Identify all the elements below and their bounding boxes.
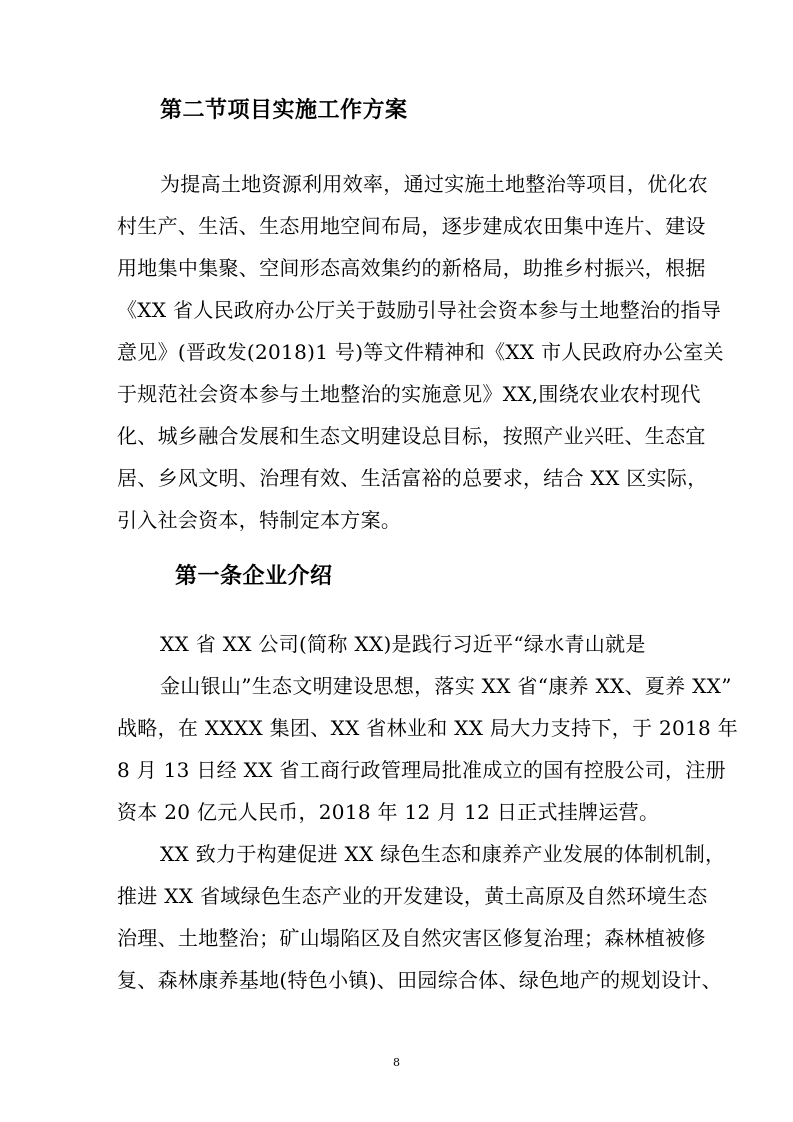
intro-line: 意见》(晋政发(2018)1 号)等文件精神和《XX 市人民政府办公室关 bbox=[117, 340, 724, 364]
company-line: 战略，在 XXXX 集团、XX 省林业和 XX 局大力支持下，于 2018 年 bbox=[117, 716, 739, 740]
intro-line: 村生产、生活、生态用地空间布局，逐步建成农田集中连片、建设 bbox=[117, 214, 706, 238]
business-line: 治理、土地整治；矿山塌陷区及自然灾害区修复治理；森林植被修 bbox=[117, 926, 706, 950]
business-line: XX 致力于构建促进 XX 绿色生态和康养产业发展的体制机制， bbox=[160, 842, 726, 866]
page-number: 8 bbox=[393, 1056, 400, 1069]
company-line: 金山银山”生态文明建设思想，落实 XX 省“康养 XX、夏养 XX” bbox=[160, 674, 732, 698]
company-line: 资本 20 亿元人民币，2018 年 12 月 12 日正式挂牌运营。 bbox=[117, 800, 660, 824]
intro-line: 用地集中集聚、空间形态高效集约的新格局，助推乡村振兴，根据 bbox=[117, 256, 706, 280]
company-line: XX 省 XX 公司(简称 XX)是践行习近平“绿水青山就是 bbox=[160, 632, 646, 656]
section-title: 第二节项目实施工作方案 bbox=[160, 97, 408, 123]
business-line: 推进 XX 省域绿色生态产业的开发建设，黄土高原及自然环境生态 bbox=[117, 884, 708, 908]
business-line: 复、森林康养基地(特色小镇)、田园综合体、绿色地产的规划设计、 bbox=[117, 968, 722, 992]
intro-line: 居、乡风文明、治理有效、生活富裕的总要求，结合 XX 区实际， bbox=[117, 466, 708, 490]
intro-line: 于规范社会资本参与土地整治的实施意见》XX,围绕农业农村现代 bbox=[117, 382, 701, 406]
article-title: 第一条企业介绍 bbox=[175, 563, 333, 589]
intro-line: 化、城乡融合发展和生态文明建设总目标，按照产业兴旺、生态宜 bbox=[117, 424, 706, 448]
intro-line: 为提高土地资源利用效率，通过实施土地整治等项目，优化农 bbox=[160, 172, 709, 196]
intro-line: 引入社会资本，特制定本方案。 bbox=[117, 508, 402, 532]
intro-line: 《XX 省人民政府办公厅关于鼓励引导社会资本参与土地整治的指导 bbox=[117, 298, 722, 322]
company-line: 8 月 13 日经 XX 省工商行政管理局批准成立的国有控股公司，注册 bbox=[117, 758, 726, 782]
